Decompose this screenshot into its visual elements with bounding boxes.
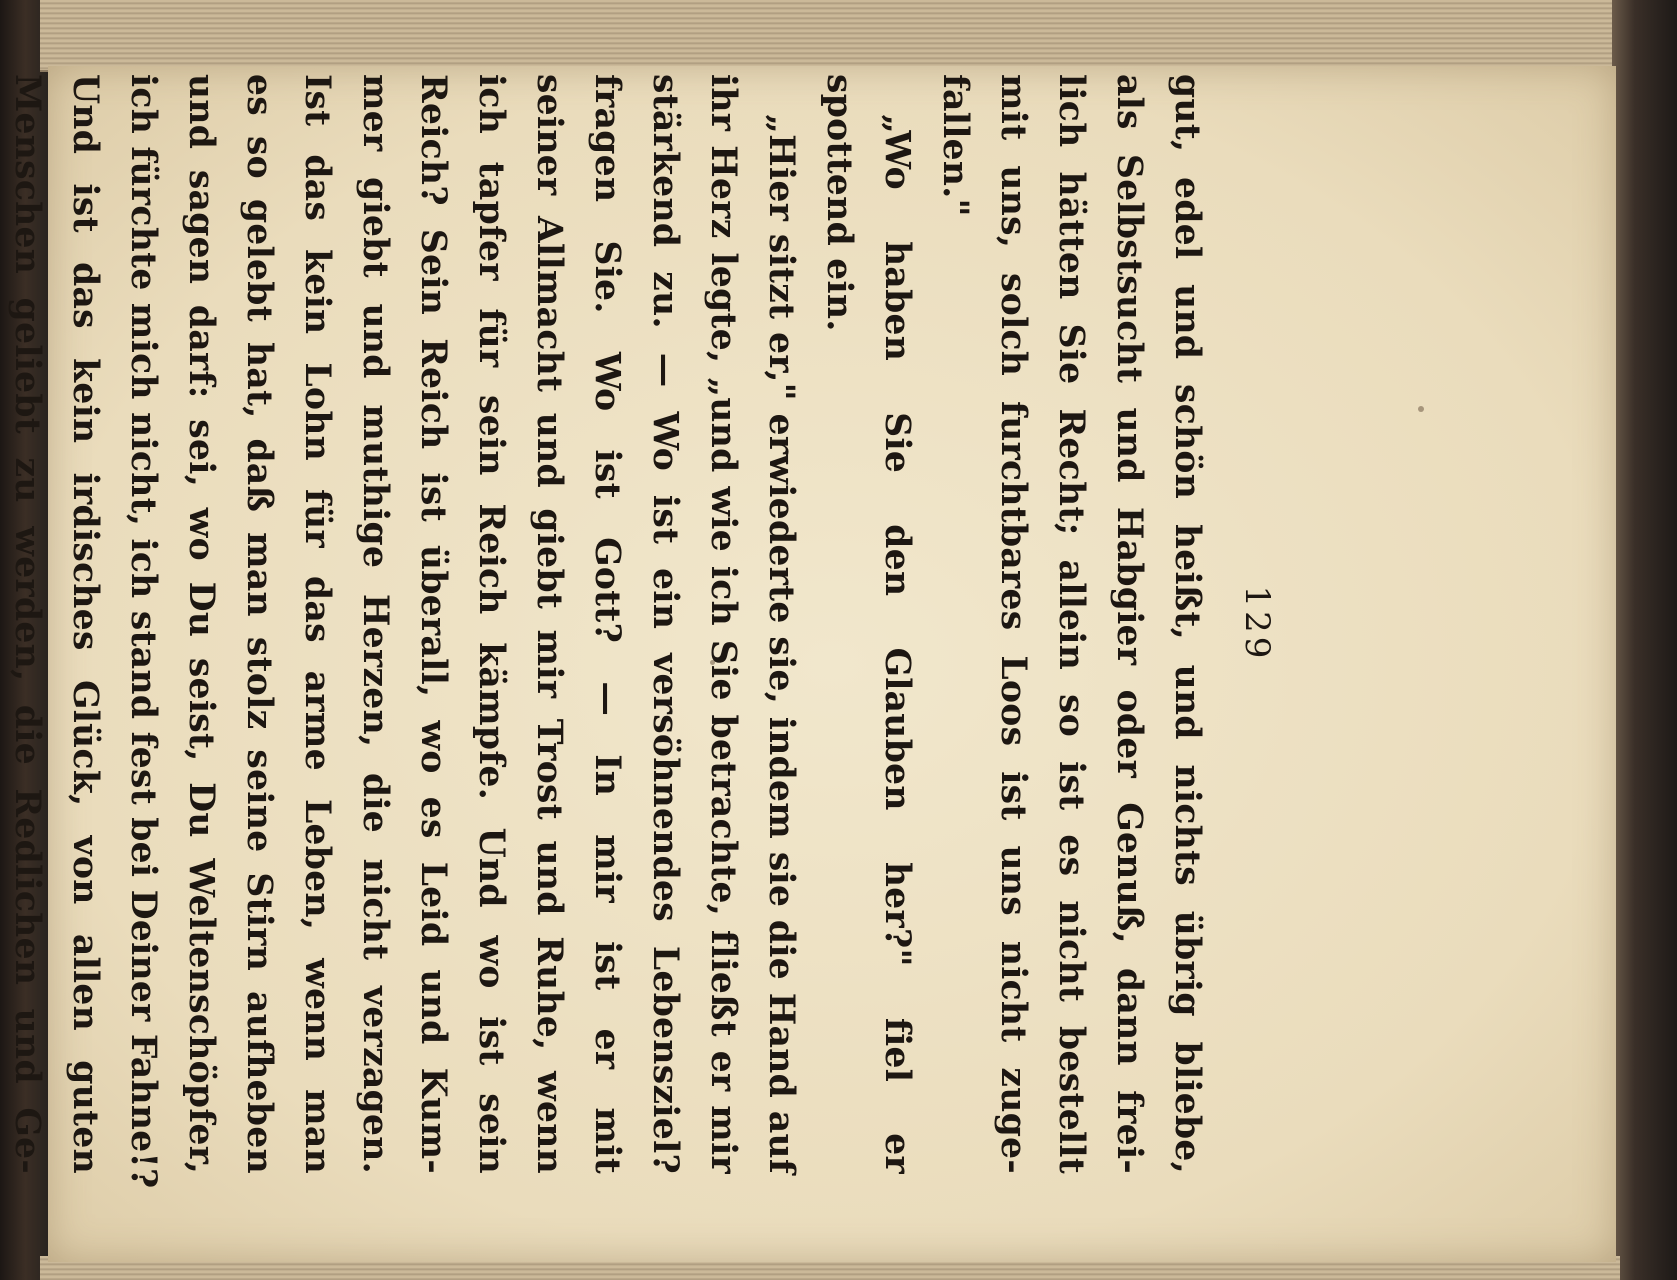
text-line: „Wo haben Sie den Glauben her?" fiel er xyxy=(877,114,917,1174)
text-line: mer giebt und muthige Herzen, die nicht verzagen. xyxy=(355,74,395,1174)
text-line: lich hätten Sie Recht; allein so ist es nicht bestellt xyxy=(1051,74,1091,1174)
text-line: seiner Allmacht und giebt mir Trost und Ruhe, wenn xyxy=(529,74,569,1174)
text-line: ihr Herz legte, „und wie ich Sie betrachte, fließt er mir xyxy=(703,74,743,1174)
text-line: Reich? Sein Reich ist überall, wo es Leid und Kum- xyxy=(413,74,453,1174)
text-line: als Selbstsucht und Habgier oder Genuß, dann frei- xyxy=(1109,74,1149,1174)
text-line: gut, edel und schön heißt, und nichts übrig bliebe, xyxy=(1167,74,1207,1174)
text-line: es so gelebt hat, daß man stolz seine Stirn aufheben xyxy=(239,74,279,1174)
text-line: Menschen geliebt zu werden, die Redlichen und Ge- xyxy=(7,74,47,1174)
text-line: stärkend zu. — Wo ist ein versöhnendes Lebensziel? xyxy=(645,74,685,1174)
text-line: spottend ein. xyxy=(819,74,859,332)
text-line: und sagen darf: sei, wo Du seist, Du Weltenschöpfer, xyxy=(181,74,221,1174)
page-number: 129 xyxy=(1237,585,1277,663)
text-line: „Hier sitzt er," erwiederte sie, indem sie die Hand auf xyxy=(761,114,801,1174)
text-line: fragen Sie. Wo ist Gott? — In mir ist er mit xyxy=(587,74,627,1174)
text-line: Ist das kein Lohn für das arme Leben, wenn man xyxy=(297,74,337,1174)
text-line: Und ist das kein irdisches Glück, von allen guten xyxy=(65,74,105,1174)
paper-speck xyxy=(1418,406,1424,412)
text-line: ich tapfer für sein Reich kämpfe. Und wo ist sein xyxy=(471,74,511,1174)
book-cover-right xyxy=(1612,0,1677,1280)
page-text-block xyxy=(7,74,1288,1189)
text-line: ich fürchte mich nicht, ich stand fest bei Deiner Fahne!? xyxy=(123,74,163,1189)
text-line: mit uns, solch furchtbares Loos ist uns nicht zuge- xyxy=(993,74,1033,1174)
text-line: fallen." xyxy=(935,74,975,217)
page-edges-top xyxy=(40,0,1620,72)
